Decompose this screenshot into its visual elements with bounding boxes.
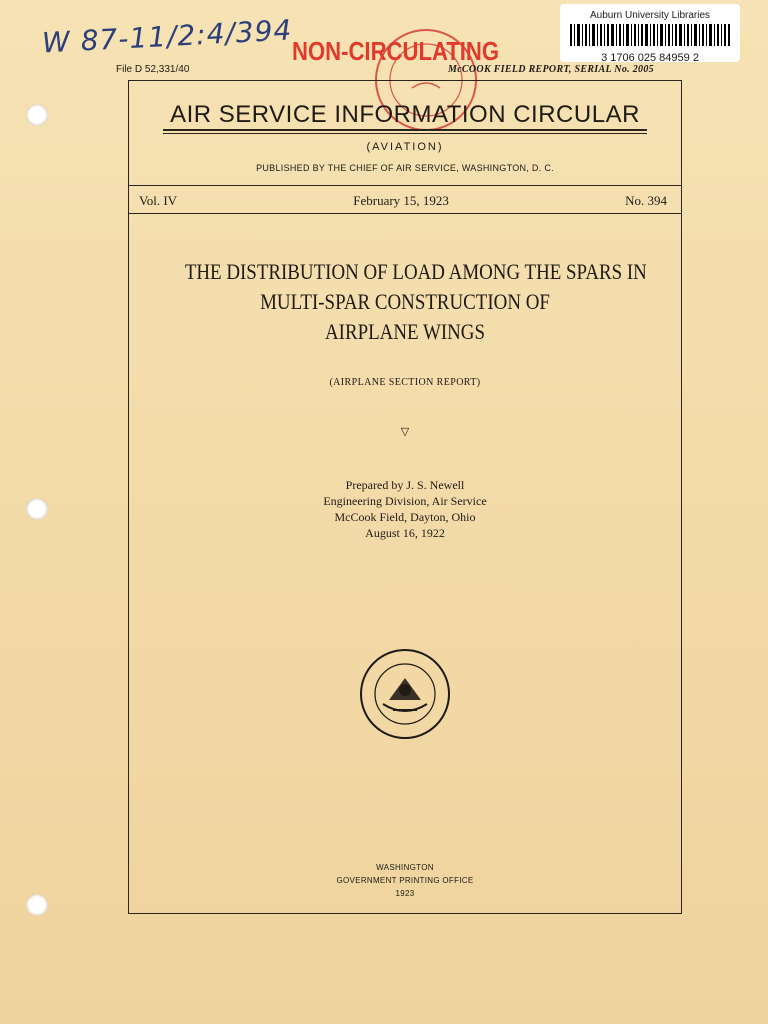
report-title-line: AIRPLANE WINGS bbox=[325, 319, 485, 344]
publisher-line: PUBLISHED BY THE CHIEF OF AIR SERVICE, WASHINGTON, D. C. bbox=[256, 163, 554, 173]
circular-subtitle: (AVIATION) bbox=[366, 141, 444, 153]
circular-title: AIR SERVICE INFORMATION CIRCULAR bbox=[170, 101, 640, 128]
file-number: File D 52,331/40 bbox=[116, 64, 190, 75]
prepared-by-line: McCook Field, Dayton, Ohio bbox=[334, 510, 476, 524]
barcode-number: 3 1706 025 84959 2 bbox=[601, 52, 699, 64]
issue-number: No. 394 bbox=[625, 193, 667, 208]
non-circulating-stamp: NON-CIRCULATING bbox=[292, 36, 500, 66]
report-title bbox=[184, 257, 647, 347]
prepared-by-line: August 16, 1922 bbox=[365, 526, 445, 540]
divider-bottom bbox=[129, 213, 681, 214]
issue-info-row bbox=[139, 193, 667, 209]
war-office-seal-icon bbox=[359, 648, 451, 740]
volume: Vol. IV bbox=[139, 193, 178, 208]
punch-hole-top bbox=[26, 104, 48, 126]
section-report: (AIRPLANE SECTION REPORT) bbox=[329, 377, 481, 388]
imprint-city: WASHINGTON bbox=[376, 863, 434, 872]
barcode-label bbox=[560, 4, 740, 62]
imprint bbox=[129, 861, 681, 900]
handwritten-call-number: W 87-11/2:4/394 bbox=[41, 13, 294, 60]
barcode-icon bbox=[570, 24, 730, 46]
cover-frame bbox=[128, 80, 682, 914]
divider-top bbox=[129, 185, 681, 186]
title-rule-thin bbox=[163, 133, 647, 134]
prepared-by-line: Engineering Division, Air Service bbox=[323, 494, 487, 508]
punch-hole-bottom bbox=[26, 894, 48, 916]
imprint-printer: GOVERNMENT PRINTING OFFICE bbox=[336, 876, 474, 885]
punch-hole-middle bbox=[26, 498, 48, 520]
title-rule bbox=[163, 129, 647, 131]
triangle-ornament-icon: ▽ bbox=[400, 425, 410, 438]
report-title-line: MULTI-SPAR CONSTRUCTION OF bbox=[260, 289, 550, 314]
barcode-institution: Auburn University Libraries bbox=[589, 10, 711, 21]
prepared-by-block bbox=[129, 477, 681, 541]
imprint-year: 1923 bbox=[395, 889, 415, 898]
report-title-line: THE DISTRIBUTION OF LOAD AMONG THE SPARS IN bbox=[184, 259, 647, 284]
issue-date: February 15, 1923 bbox=[353, 193, 449, 208]
field-report-serial: McCOOK FIELD REPORT, SERIAL No. 2005 bbox=[448, 64, 654, 75]
prepared-by-line: Prepared by J. S. Newell bbox=[345, 478, 465, 492]
